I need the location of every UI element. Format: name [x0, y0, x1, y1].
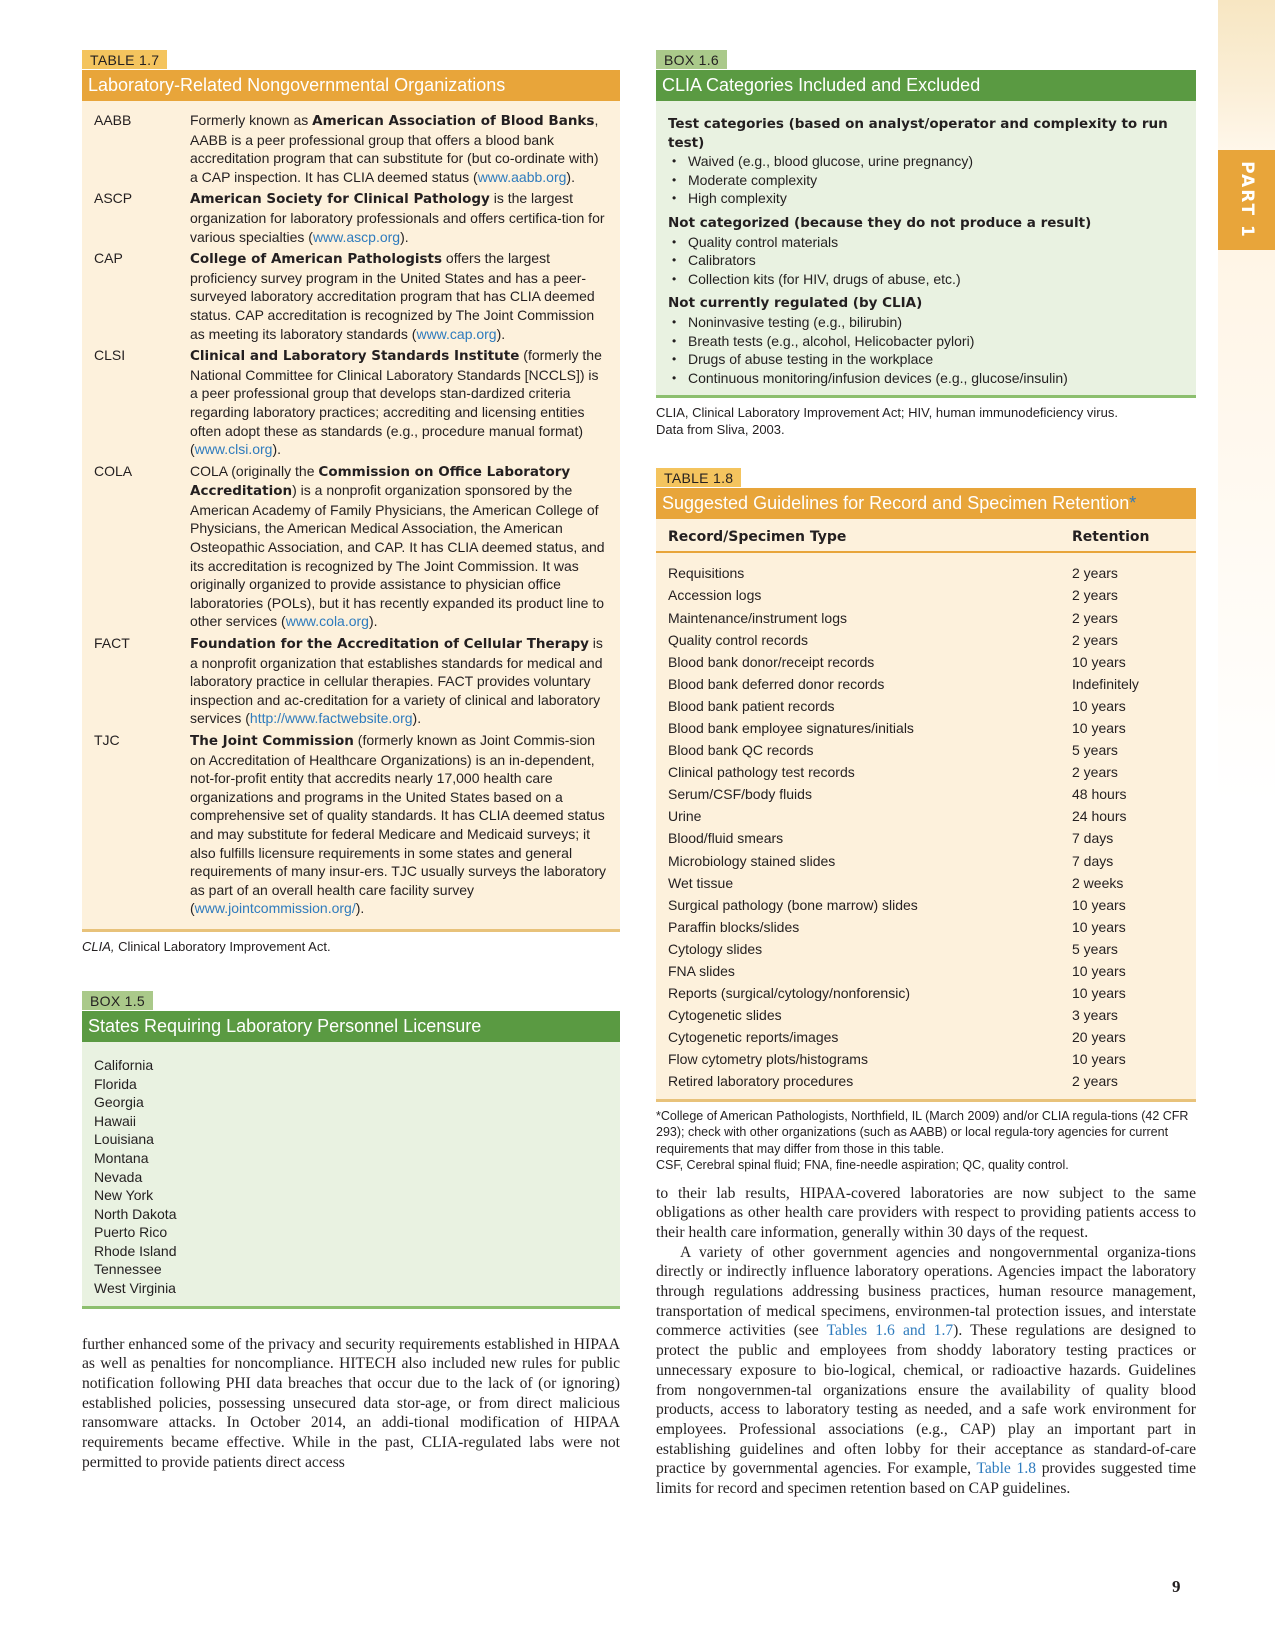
- table-1-8-link[interactable]: Table 1.8: [976, 1460, 1037, 1478]
- record-type-cell: Blood bank employee signatures/initials: [668, 719, 914, 736]
- org-description: [190, 249, 610, 343]
- table-row: [668, 562, 1184, 584]
- org-website-link[interactable]: www.aabb.org: [477, 168, 567, 185]
- org-website-link[interactable]: www.cap.org: [416, 325, 497, 342]
- part-tab-label: PART 1: [1236, 161, 1257, 239]
- org-description: [190, 731, 610, 918]
- clia-body: [656, 101, 1196, 398]
- record-type-cell: Blood bank patient records: [668, 697, 835, 714]
- table-row: [668, 584, 1184, 606]
- org-website-link[interactable]: www.jointcommission.org/: [194, 900, 356, 917]
- note-abbr: CLIA,: [82, 938, 115, 954]
- org-name: The Joint Commission: [190, 733, 354, 749]
- side-gradient: [1218, 250, 1275, 1632]
- org-name: American Society for Clinical Pathology: [190, 191, 490, 208]
- state-item: Nevada: [94, 1168, 143, 1185]
- org-abbr: AABB: [94, 112, 132, 128]
- record-type-cell: Clinical pathology test records: [668, 764, 855, 781]
- org-desc-text: (formerly known as Joint Commis-sion on Accreditation of Healthcare Organizations) is an in-dependent, not-for-profit entity that accredits nearly 17,000 health care organizations and programs in the United States based on a comprehensive set of quality standards. It has CLIA deemed status and may substitute for federal Medicare and Medicaid surveys; it also fulfills licensure requirements in some states and general requirements of many insur-ers. TJC usually surveys the laboratory as part of an overall health care facility survey (: [190, 732, 607, 917]
- retention-cell: 10 years: [1072, 653, 1126, 670]
- org-name: American Association of Blood Banks: [312, 113, 595, 129]
- table-row: [668, 783, 1184, 805]
- retention-cell: 3 years: [1072, 1007, 1118, 1024]
- box-note-line1: CLIA, Clinical Laboratory Improvement Act; HIV, human immunodeficiency virus.: [656, 405, 1118, 421]
- retention-cell: 20 years: [1072, 1029, 1126, 1046]
- org-desc-end: ).: [272, 441, 282, 458]
- org-description: [190, 189, 610, 246]
- table-row: [668, 673, 1184, 695]
- right-column: [656, 50, 1196, 1499]
- table-row: [668, 916, 1184, 938]
- org-desc-end: ).: [368, 613, 378, 630]
- record-type-cell: Cytogenetic slides: [668, 1007, 782, 1024]
- clia-section-heading: Not currently regulated (by CLIA): [668, 295, 923, 312]
- retention-cell: 2 weeks: [1072, 874, 1124, 891]
- record-type-cell: Blood bank donor/receipt records: [668, 653, 875, 670]
- part-tab: [1218, 150, 1275, 250]
- clia-list-item: • High complexity: [668, 189, 1186, 208]
- table-tag: TABLE 1.8: [656, 468, 741, 487]
- p2-part-c: provides suggested time limits for record and specimen retention based on CAP guidelines.: [656, 1460, 1196, 1498]
- org-description: [190, 111, 610, 186]
- org-desc-end: ).: [400, 228, 409, 245]
- clia-list-item: • Continuous monitoring/infusion devices (e.g., glucose/insulin): [668, 369, 1186, 388]
- org-desc-end: ).: [355, 900, 365, 917]
- record-type-cell: Flow cytometry plots/histograms: [668, 1051, 868, 1068]
- org-desc-text: (formerly the National Committee for Clinical Laboratory Standards [NCCLS]) is a peer professional group that develops stan-dardized criteria regarding laboratory practices; accrediting and licensing entities often adopt these as standards (e.g., procedure manual format) (: [190, 347, 602, 458]
- box-tag: BOX 1.6: [656, 50, 727, 69]
- clia-list-item: • Noninvasive testing (e.g., bilirubin): [668, 313, 1186, 332]
- org-abbr: ASCP: [94, 190, 133, 207]
- retention-cell: Indefinitely: [1072, 675, 1139, 692]
- col-header-type: Record/Specimen Type: [668, 529, 847, 546]
- box-1-5: [82, 991, 620, 1309]
- box-title: States Requiring Laboratory Personnel Licensure: [82, 1011, 620, 1042]
- org-row: [94, 346, 610, 459]
- right-body-paragraph-1: to their lab results, HIPAA-covered laboratories are now subject to the same obligations as other health care providers with respect to providing patients access to their health care information, generally within 30 days of the request.: [656, 1184, 1196, 1241]
- retention-cell: 5 years: [1072, 940, 1118, 957]
- table-title-mark: *: [1129, 493, 1137, 514]
- retention-cell: 2 years: [1072, 565, 1118, 582]
- clia-list-item: • Collection kits (for HIV, drugs of abuse, etc.): [668, 270, 1186, 289]
- state-item: Puerto Rico: [94, 1224, 168, 1241]
- clia-section-heading: Not categorized (because they do not produce a result): [668, 214, 1092, 231]
- table-row: [668, 695, 1184, 717]
- box-1-6: [656, 50, 1196, 438]
- table-note-1: *College of American Pathologists, Northfield, IL (March 2009) and/or CLIA regula-tions (42 CFR 293); check with other organizations (such as AABB) or local regula-tory agencies for current requirements that may differ from those in this table.: [656, 1108, 1189, 1156]
- table-row: [668, 960, 1184, 982]
- org-desc-text: , AABB is a peer professional group that offers a blood bank accreditation program that can substitute for (but co-ordinate with) a CAP inspection. It has CLIA deemed status (: [190, 112, 599, 185]
- table-row: [668, 739, 1184, 761]
- table-row: [668, 894, 1184, 916]
- org-description: [190, 346, 610, 459]
- org-abbr: COLA: [94, 462, 133, 479]
- retention-header: [656, 519, 1196, 553]
- retention-cell: 7 days: [1072, 852, 1114, 869]
- org-website-link[interactable]: www.clsi.org: [194, 441, 273, 458]
- table-row: [668, 717, 1184, 739]
- table-row: [668, 872, 1184, 894]
- retention-cell: 2 years: [1072, 587, 1118, 604]
- p2-part-a: A variety of other government agencies and nongovernmental organiza-tions directly or indirectly influence laboratory operations. Agencies impact the laboratory through regulations addressing business practices, human resource management, transportation of medical specimens, environmen-tal protection issues, and interstate commerce activities (see: [656, 1243, 1196, 1340]
- side-decoration: [1218, 0, 1275, 150]
- table-row: [668, 827, 1184, 849]
- box-note: [656, 404, 1196, 438]
- clia-list-item: • Drugs of abuse testing in the workplace: [668, 350, 1186, 369]
- org-desc-end: ).: [496, 325, 506, 342]
- left-column: [82, 50, 620, 1488]
- tables-link[interactable]: Tables 1.6 and 1.7: [826, 1322, 954, 1340]
- org-name: Commission on Office Laboratory Accreditation: [190, 463, 571, 500]
- table-row: [668, 651, 1184, 673]
- table-1-8: [656, 468, 1196, 1173]
- table-row: [668, 982, 1184, 1004]
- record-type-cell: FNA slides: [668, 963, 735, 979]
- right-body-paragraph-2: [656, 1243, 1196, 1499]
- state-item: California: [94, 1056, 154, 1073]
- record-type-cell: Wet tissue: [668, 874, 734, 891]
- record-type-cell: Microbiology stained slides: [668, 852, 836, 869]
- record-type-cell: Reports (surgical/cytology/nonforensic): [668, 985, 910, 1002]
- org-desc-pre: COLA (originally the: [190, 462, 319, 479]
- record-type-cell: Maintenance/instrument logs: [668, 609, 847, 626]
- table-1-7: [82, 50, 620, 955]
- table-row: [668, 761, 1184, 783]
- org-row: [94, 249, 610, 343]
- retention-cell: 10 years: [1072, 896, 1126, 913]
- org-desc-text: is the largest organization for laboratory professionals and offers certifica-tion for various specialties (: [190, 190, 605, 245]
- org-row: [94, 189, 610, 246]
- box-note-line2: Data from Sliva, 2003.: [656, 422, 785, 438]
- org-abbr: CLSI: [94, 347, 126, 364]
- retention-cell: 48 hours: [1072, 786, 1127, 803]
- retention-cell: 10 years: [1072, 985, 1126, 1002]
- table-note: [656, 1108, 1196, 1174]
- retention-cell: 2 years: [1072, 1073, 1118, 1090]
- org-desc-text: ) is a nonprofit organization sponsored by the American Academy of Family Physicians, the American College of Physicians, the American Medical Association, the American Osteopathic Association, and CAP. It has CLIA deemed status, and its accreditation is recognized by The Joint Commission. It was originally organized to provide assistance to physician office laboratories (POLs), but it has recently expanded its product line to other services (: [190, 482, 605, 630]
- org-abbr: FACT: [94, 635, 130, 652]
- retention-cell: 10 years: [1072, 918, 1126, 935]
- org-abbr: TJC: [94, 732, 120, 748]
- record-type-cell: Cytogenetic reports/images: [668, 1029, 839, 1046]
- org-website-link[interactable]: www.cola.org: [285, 613, 369, 630]
- page-number: 9: [1172, 1577, 1181, 1596]
- retention-cell: 5 years: [1072, 742, 1118, 759]
- note-text: Clinical Laboratory Improvement Act.: [114, 938, 331, 954]
- clia-list-item: • Breath tests (e.g., alcohol, Helicobacter pylori): [668, 332, 1186, 351]
- box-title: CLIA Categories Included and Excluded: [656, 70, 1196, 101]
- retention-cell: 10 years: [1072, 1051, 1126, 1068]
- org-description: [190, 462, 610, 631]
- retention-cell: 2 years: [1072, 764, 1118, 781]
- clia-list-item: • Calibrators: [668, 251, 1186, 270]
- retention-cell: 10 years: [1072, 719, 1126, 736]
- org-desc-end: ).: [412, 710, 422, 727]
- record-type-cell: Paraffin blocks/slides: [668, 918, 800, 935]
- table-row: [668, 1070, 1184, 1092]
- state-item: Hawaii: [94, 1112, 137, 1129]
- clia-section-heading: Test categories (based on analyst/operator and complexity to run test): [668, 116, 1168, 151]
- record-type-cell: Blood bank QC records: [668, 742, 814, 759]
- state-item: Georgia: [94, 1094, 144, 1111]
- left-body-paragraph: further enhanced some of the privacy and security requirements established in HIPAA as well as penalties for noncompliance. HITECH also included new rules for public notification following PHI data breaches that occur due to the lack of (or ignoring) established policies, possessing unsecured data stor-age, or from direct malicious ransomware attacks. In October 2014, an addi-tional modification of HIPAA requirements became effective. While in the past, CLIA-regulated labs were not permitted to provide patients direct access: [82, 1335, 620, 1471]
- record-type-cell: Requisitions: [668, 565, 745, 582]
- org-desc-pre: Formerly known as: [190, 112, 313, 128]
- retention-cell: 2 years: [1072, 631, 1118, 648]
- record-type-cell: Accession logs: [668, 587, 762, 604]
- record-type-cell: Blood/fluid smears: [668, 830, 784, 847]
- record-type-cell: Cytology slides: [668, 940, 763, 957]
- table-title: Laboratory-Related Nongovernmental Organizations: [82, 70, 620, 101]
- org-description: [190, 634, 610, 728]
- org-row: [94, 111, 610, 186]
- state-item: New York: [94, 1187, 154, 1204]
- org-desc-text: is a nonprofit organization that establishes standards for medical and laboratory practice in cellular therapies. FACT provides voluntary inspection and ac-creditation for a variety of clinical and laboratory services (: [190, 635, 603, 727]
- table-note-2: CSF, Cerebral spinal fluid; FNA, fine-needle aspiration; QC, quality control.: [656, 1158, 1069, 1173]
- org-desc-end: ).: [566, 168, 575, 185]
- clia-list-item: • Quality control materials: [668, 233, 1186, 252]
- clia-list-item: • Waived (e.g., blood glucose, urine pregnancy): [668, 152, 1186, 171]
- table-row: [668, 1048, 1184, 1070]
- table-tag: TABLE 1.7: [82, 50, 167, 69]
- table-title-text: Suggested Guidelines for Record and Specimen Retention: [662, 493, 1130, 514]
- table-row: [668, 1004, 1184, 1026]
- states-list: [82, 1042, 620, 1309]
- table-row: [668, 1026, 1184, 1048]
- table-row: [668, 607, 1184, 629]
- table-row: [668, 850, 1184, 872]
- retention-cell: 10 years: [1072, 697, 1126, 714]
- org-desc-text: offers the largest proficiency survey program in the United States and has a peer-surveyed laboratory accreditation program that has CLIA deemed status. CAP accreditation is recognized by The Joint Commission as meeting its laboratory standards (: [190, 250, 595, 342]
- table-row: [668, 938, 1184, 960]
- org-row: [94, 462, 610, 631]
- box-tag: BOX 1.5: [82, 991, 153, 1010]
- record-type-cell: Quality control records: [668, 631, 809, 648]
- record-type-cell: Retired laboratory procedures: [668, 1073, 854, 1090]
- col-header-retention: Retention: [1072, 529, 1150, 546]
- table-note: [82, 938, 620, 955]
- state-item: Tennessee: [94, 1261, 162, 1278]
- org-abbr: CAP: [94, 250, 123, 267]
- state-item: Louisiana: [94, 1131, 154, 1148]
- org-table-body: [82, 101, 620, 932]
- record-type-cell: Serum/CSF/body fluids: [668, 786, 812, 803]
- clia-list-item: • Moderate complexity: [668, 171, 1186, 190]
- org-row: [94, 634, 610, 728]
- org-website-link[interactable]: http://www.factwebsite.org: [249, 710, 413, 727]
- org-website-link[interactable]: www.ascp.org: [312, 228, 401, 245]
- org-name: Foundation for the Accreditation of Cellular Therapy: [190, 636, 589, 653]
- retention-cell: 24 hours: [1072, 808, 1127, 825]
- retention-rows: [656, 553, 1196, 1098]
- retention-cell: 2 years: [1072, 609, 1118, 626]
- org-name: Clinical and Laboratory Standards Institute: [190, 348, 520, 365]
- state-item: Montana: [94, 1149, 149, 1166]
- retention-table: [656, 519, 1196, 1101]
- record-type-cell: Surgical pathology (bone marrow) slides: [668, 896, 918, 913]
- state-item: Rhode Island: [94, 1242, 177, 1259]
- record-type-cell: Urine: [668, 808, 702, 825]
- state-item: West Virginia: [94, 1280, 176, 1297]
- retention-cell: 10 years: [1072, 963, 1126, 979]
- table-row: [668, 629, 1184, 651]
- retention-cell: 7 days: [1072, 830, 1114, 847]
- table-title: [656, 488, 1196, 519]
- p2-part-b: ). These regulations are designed to protect the public and employees from shoddy laboratory testing practices or unnecessary exposure to bio-logical, chemical, or radioactive hazards. Guidelines from nongovernmen-tal organizations ensure the availability of quality blood products, access to laboratory testing as needed, and a safe work environment for employees. Professional associations (e.g., CAP) play an important part in establishing guidelines and often lobby for their acceptance as standard-of-care practice by governmental agencies. For example,: [656, 1322, 1197, 1478]
- record-type-cell: Blood bank deferred donor records: [668, 675, 885, 692]
- state-item: Florida: [94, 1075, 137, 1092]
- table-row: [668, 805, 1184, 827]
- org-name: College of American Pathologists: [190, 251, 443, 268]
- org-row: [94, 731, 610, 918]
- state-item: North Dakota: [94, 1205, 177, 1222]
